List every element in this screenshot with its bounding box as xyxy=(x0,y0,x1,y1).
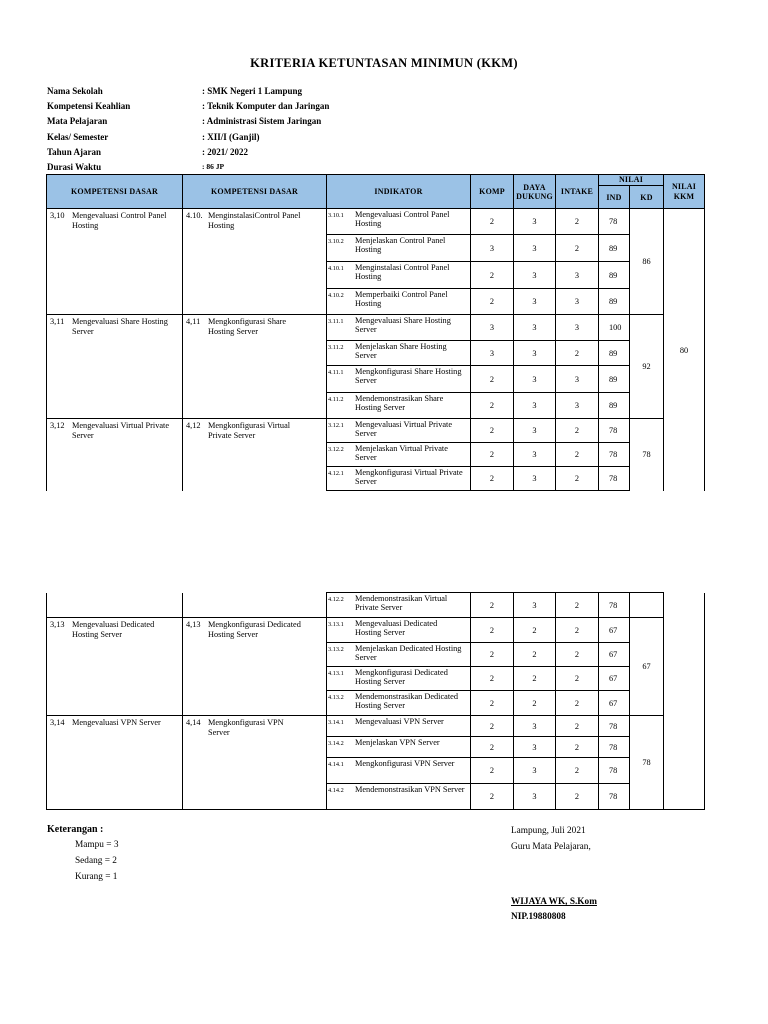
indikator-code: 4.12.1 xyxy=(328,470,344,477)
komp-value: 2 xyxy=(471,289,514,315)
header-nilai: NILAI xyxy=(599,175,664,186)
indikator-code: 4.12.2 xyxy=(328,596,344,603)
kd-value xyxy=(630,593,664,618)
kd-value: 86 xyxy=(630,209,664,315)
indikator-text: Menjelaskan Share Hosting Server xyxy=(355,342,447,360)
indikator-code: 3.13.1 xyxy=(328,621,344,628)
header-daya-dukung: DAYA DUKUNG xyxy=(514,175,556,209)
komp-value: 2 xyxy=(471,691,514,716)
indikator-code: 4.11.1 xyxy=(328,369,344,376)
kd3-code: 3,11 xyxy=(50,317,65,326)
komp-value: 2 xyxy=(471,784,514,810)
kkm-table xyxy=(46,174,705,491)
indikator-code: 4.13.2 xyxy=(328,694,344,701)
kd4-code: 4.10. xyxy=(186,211,203,220)
indikator-code: 3.14.1 xyxy=(328,719,344,726)
nilai-kkm-value: 80 xyxy=(664,209,705,491)
indikator-cell xyxy=(327,315,471,341)
info-value: : Teknik Komputer dan Jaringan xyxy=(202,101,330,112)
ind-value: 89 xyxy=(599,289,630,315)
indikator-cell xyxy=(327,593,471,618)
kd4-text: MenginstalasiControl Panel Hosting xyxy=(208,211,301,230)
komp-value: 2 xyxy=(471,419,514,443)
indikator-cell xyxy=(327,443,471,467)
ind-value: 89 xyxy=(599,366,630,393)
header-kd4: KOMPETENSI DASAR xyxy=(183,175,327,209)
indikator-text: Menjelaskan VPN Server xyxy=(355,738,440,747)
indikator-text: Mengkonfigurasi Virtual Private Server xyxy=(355,468,463,486)
kd4-cell xyxy=(183,716,327,810)
komp-value: 2 xyxy=(471,643,514,667)
info-value: : XII/I (Ganjil) xyxy=(202,131,260,142)
intake-value: 3 xyxy=(556,393,599,419)
kd4-text: Mengkonfigurasi Dedicated Hosting Server xyxy=(208,620,301,639)
ind-value: 89 xyxy=(599,341,630,366)
signature-place-date: Lampung, Juli 2021 xyxy=(511,826,586,836)
intake-value: 2 xyxy=(556,467,599,491)
komp-value: 2 xyxy=(471,758,514,784)
info-value: : Administrasi Sistem Jaringan xyxy=(202,116,322,127)
table-row xyxy=(47,209,705,235)
header-kd3: KOMPETENSI DASAR xyxy=(47,175,183,209)
header-indikator: INDIKATOR xyxy=(327,175,471,209)
ind-value: 78 xyxy=(599,467,630,491)
info-label: Durasi Waktu xyxy=(47,161,102,172)
signature-nip: NIP.19880808 xyxy=(511,912,566,922)
kd3-text: Mengevaluasi Share Hosting Server xyxy=(72,317,168,336)
ind-value: 67 xyxy=(599,691,630,716)
komp-value: 2 xyxy=(471,593,514,618)
signature-role: Guru Mata Pelajaran, xyxy=(511,842,591,852)
indikator-code: 3.14.2 xyxy=(328,740,344,747)
ind-value: 100 xyxy=(599,315,630,341)
indikator-text: Mengkonfigurasi Share Hosting Server xyxy=(355,367,462,385)
keterangan-title: Keterangan : xyxy=(47,824,104,835)
ind-value: 78 xyxy=(599,737,630,758)
nilai-kkm-value xyxy=(664,593,705,810)
daya-dukung-value: 3 xyxy=(514,262,556,289)
daya-dukung-value: 2 xyxy=(514,691,556,716)
ind-value: 89 xyxy=(599,393,630,419)
indikator-cell xyxy=(327,419,471,443)
intake-value: 2 xyxy=(556,784,599,810)
info-label: Tahun Ajaran xyxy=(47,146,101,157)
komp-value: 2 xyxy=(471,393,514,419)
daya-dukung-value: 3 xyxy=(514,593,556,618)
ind-value: 67 xyxy=(599,667,630,691)
indikator-text: Mengevaluasi Dedicated Hosting Server xyxy=(355,619,438,637)
indikator-cell xyxy=(327,235,471,262)
daya-dukung-value: 3 xyxy=(514,341,556,366)
school-info xyxy=(47,86,329,177)
indikator-code: 4.11.2 xyxy=(328,396,344,403)
kd-value: 67 xyxy=(630,618,664,716)
info-value: : 86 JP xyxy=(202,161,225,171)
komp-value: 2 xyxy=(471,618,514,643)
intake-value: 2 xyxy=(556,618,599,643)
indikator-text: Mengevaluasi Virtual Private Server xyxy=(355,420,453,438)
daya-dukung-value: 3 xyxy=(514,758,556,784)
indikator-cell xyxy=(327,467,471,491)
table-row xyxy=(47,419,705,443)
indikator-cell xyxy=(327,758,471,784)
ind-value: 67 xyxy=(599,643,630,667)
indikator-text: Memperbaiki Control Panel Hosting xyxy=(355,290,448,308)
info-value: : SMK Negeri 1 Lampung xyxy=(202,86,302,96)
header-kd: KD xyxy=(630,186,664,209)
daya-dukung-value: 2 xyxy=(514,618,556,643)
komp-value: 2 xyxy=(471,667,514,691)
indikator-cell xyxy=(327,618,471,643)
intake-value: 3 xyxy=(556,366,599,393)
kd4-code: 4,13 xyxy=(186,620,201,629)
header-komp: KOMP xyxy=(471,175,514,209)
kd3-code: 3,13 xyxy=(50,620,65,629)
indikator-text: Mendemonstrasikan VPN Server xyxy=(355,785,465,794)
komp-value: 2 xyxy=(471,366,514,393)
kd-value: 78 xyxy=(630,419,664,491)
kd3-cell xyxy=(47,419,183,491)
header-intake: INTAKE xyxy=(556,175,599,209)
signature-name: WIJAYA WK, S.Kom xyxy=(511,897,597,907)
kd4-cell xyxy=(183,209,327,315)
table-row xyxy=(47,315,705,341)
daya-dukung-value: 2 xyxy=(514,643,556,667)
indikator-cell xyxy=(327,262,471,289)
intake-value: 2 xyxy=(556,419,599,443)
indikator-cell xyxy=(327,393,471,419)
intake-value: 3 xyxy=(556,262,599,289)
indikator-cell xyxy=(327,667,471,691)
daya-dukung-value: 2 xyxy=(514,667,556,691)
kd4-code: 4,11 xyxy=(186,317,201,326)
ind-value: 78 xyxy=(599,443,630,467)
kd4-cell xyxy=(183,618,327,716)
indikator-text: Menjelaskan Control Panel Hosting xyxy=(355,236,446,254)
ind-value: 78 xyxy=(599,209,630,235)
indikator-code: 3.11.1 xyxy=(328,318,344,325)
kd3-code: 3,12 xyxy=(50,421,65,430)
indikator-cell xyxy=(327,784,471,810)
intake-value: 2 xyxy=(556,758,599,784)
indikator-text: Mendemonstrasikan Share Hosting Server xyxy=(355,394,444,412)
komp-value: 2 xyxy=(471,467,514,491)
table-row xyxy=(47,593,705,618)
indikator-code: 4.13.1 xyxy=(328,670,344,677)
kd3-cell xyxy=(47,315,183,419)
indikator-cell xyxy=(327,289,471,315)
indikator-text: Menginstalasi Control Panel Hosting xyxy=(355,263,450,281)
intake-value: 2 xyxy=(556,667,599,691)
daya-dukung-value: 3 xyxy=(514,366,556,393)
daya-dukung-value: 3 xyxy=(514,209,556,235)
intake-value: 2 xyxy=(556,235,599,262)
indikator-text: Mengevaluasi Control Panel Hosting xyxy=(355,210,450,228)
kd4-cell xyxy=(183,419,327,491)
indikator-code: 4.10.1 xyxy=(328,265,344,272)
ind-value: 89 xyxy=(599,262,630,289)
daya-dukung-value: 3 xyxy=(514,315,556,341)
daya-dukung-value: 3 xyxy=(514,393,556,419)
indikator-text: Mengkonfigurasi Dedicated Hosting Server xyxy=(355,668,448,686)
kd4-text: Mengkonfigurasi Virtual Private Server xyxy=(208,421,291,440)
ind-value: 78 xyxy=(599,419,630,443)
indikator-code: 3.12.1 xyxy=(328,422,344,429)
ind-value: 78 xyxy=(599,784,630,810)
keterangan-item: Kurang = 1 xyxy=(75,872,118,882)
info-label: Mata Pelajaran xyxy=(47,116,108,127)
kd4-cell xyxy=(183,593,327,618)
info-label: Nama Sekolah xyxy=(47,86,103,96)
indikator-cell xyxy=(327,366,471,393)
indikator-code: 3.10.1 xyxy=(328,212,344,219)
ind-value: 78 xyxy=(599,716,630,737)
komp-value: 2 xyxy=(471,716,514,737)
kd-value: 78 xyxy=(630,716,664,810)
indikator-cell xyxy=(327,643,471,667)
kd3-cell xyxy=(47,593,183,618)
indikator-text: Menjelaskan Dedicated Hosting Server xyxy=(355,644,462,662)
document-title: KRITERIA KETUNTASAN MINIMUN (KKM) xyxy=(250,56,518,70)
keterangan-item: Mampu = 3 xyxy=(75,840,119,850)
kd4-text: Mengkonfigurasi Share Hosting Server xyxy=(208,317,287,336)
kd3-cell xyxy=(47,618,183,716)
indikator-code: 4.14.2 xyxy=(328,787,344,794)
indikator-code: 3.10.2 xyxy=(328,238,344,245)
indikator-text: Mengevaluasi Share Hosting Server xyxy=(355,316,451,334)
indikator-cell xyxy=(327,691,471,716)
kkm-table-continued xyxy=(46,592,705,810)
kd3-code: 3,14 xyxy=(50,718,65,727)
ind-value: 89 xyxy=(599,235,630,262)
intake-value: 3 xyxy=(556,289,599,315)
komp-value: 3 xyxy=(471,235,514,262)
kd-value: 92 xyxy=(630,315,664,419)
indikator-cell xyxy=(327,737,471,758)
kd3-cell xyxy=(47,716,183,810)
indikator-text: Mendemonstrasikan Virtual Private Server xyxy=(355,594,448,612)
daya-dukung-value: 3 xyxy=(514,419,556,443)
intake-value: 2 xyxy=(556,443,599,467)
ind-value: 67 xyxy=(599,618,630,643)
header-ind: IND xyxy=(599,186,630,209)
daya-dukung-value: 3 xyxy=(514,716,556,737)
kd4-cell xyxy=(183,315,327,419)
komp-value: 3 xyxy=(471,315,514,341)
komp-value: 3 xyxy=(471,341,514,366)
komp-value: 2 xyxy=(471,737,514,758)
indikator-text: Menjelaskan Virtual Private Server xyxy=(355,444,448,462)
kd3-code: 3,10 xyxy=(50,211,65,220)
indikator-code: 4.14.1 xyxy=(328,761,344,768)
keterangan-item: Sedang = 2 xyxy=(75,856,117,866)
ind-value: 78 xyxy=(599,758,630,784)
indikator-code: 4.10.2 xyxy=(328,292,344,299)
indikator-text: Mengkonfigurasi VPN Server xyxy=(355,759,455,768)
indikator-cell xyxy=(327,716,471,737)
daya-dukung-value: 3 xyxy=(514,737,556,758)
intake-value: 2 xyxy=(556,737,599,758)
info-value: : 2021/ 2022 xyxy=(202,146,248,157)
indikator-code: 3.12.2 xyxy=(328,446,344,453)
komp-value: 2 xyxy=(471,209,514,235)
table-row xyxy=(47,618,705,643)
indikator-cell xyxy=(327,209,471,235)
indikator-cell xyxy=(327,341,471,366)
intake-value: 2 xyxy=(556,643,599,667)
kd4-code: 4,14 xyxy=(186,718,201,727)
indikator-text: Mendemonstrasikan Dedicated Hosting Server xyxy=(355,692,458,710)
kd4-code: 4,12 xyxy=(186,421,201,430)
daya-dukung-value: 3 xyxy=(514,235,556,262)
intake-value: 2 xyxy=(556,593,599,618)
komp-value: 2 xyxy=(471,262,514,289)
daya-dukung-value: 3 xyxy=(514,443,556,467)
intake-value: 2 xyxy=(556,716,599,737)
daya-dukung-value: 3 xyxy=(514,289,556,315)
indikator-code: 3.11.2 xyxy=(328,344,344,351)
indikator-text: Mengevaluasi VPN Server xyxy=(355,717,444,726)
intake-value: 2 xyxy=(556,691,599,716)
komp-value: 2 xyxy=(471,443,514,467)
kd3-text: Mengevaluasi Virtual Private Server xyxy=(72,421,170,440)
intake-value: 2 xyxy=(556,341,599,366)
table-row xyxy=(47,716,705,737)
kd3-text: Mengevaluasi Dedicated Hosting Server xyxy=(72,620,155,639)
ind-value: 78 xyxy=(599,593,630,618)
kd3-text: Mengevaluasi VPN Server xyxy=(72,718,161,727)
indikator-code: 3.13.2 xyxy=(328,646,344,653)
daya-dukung-value: 3 xyxy=(514,467,556,491)
intake-value: 3 xyxy=(556,315,599,341)
info-label: Kompetensi Keahlian xyxy=(47,101,131,112)
kd3-text: Mengevaluasi Control Panel Hosting xyxy=(72,211,167,230)
kd3-cell xyxy=(47,209,183,315)
info-label: Kelas/ Semester xyxy=(47,131,109,142)
header-nilai-kkm: NILAI KKM xyxy=(664,175,705,209)
kd4-text: Mengkonfigurasi VPN Server xyxy=(208,718,284,737)
intake-value: 2 xyxy=(556,209,599,235)
daya-dukung-value: 3 xyxy=(514,784,556,810)
